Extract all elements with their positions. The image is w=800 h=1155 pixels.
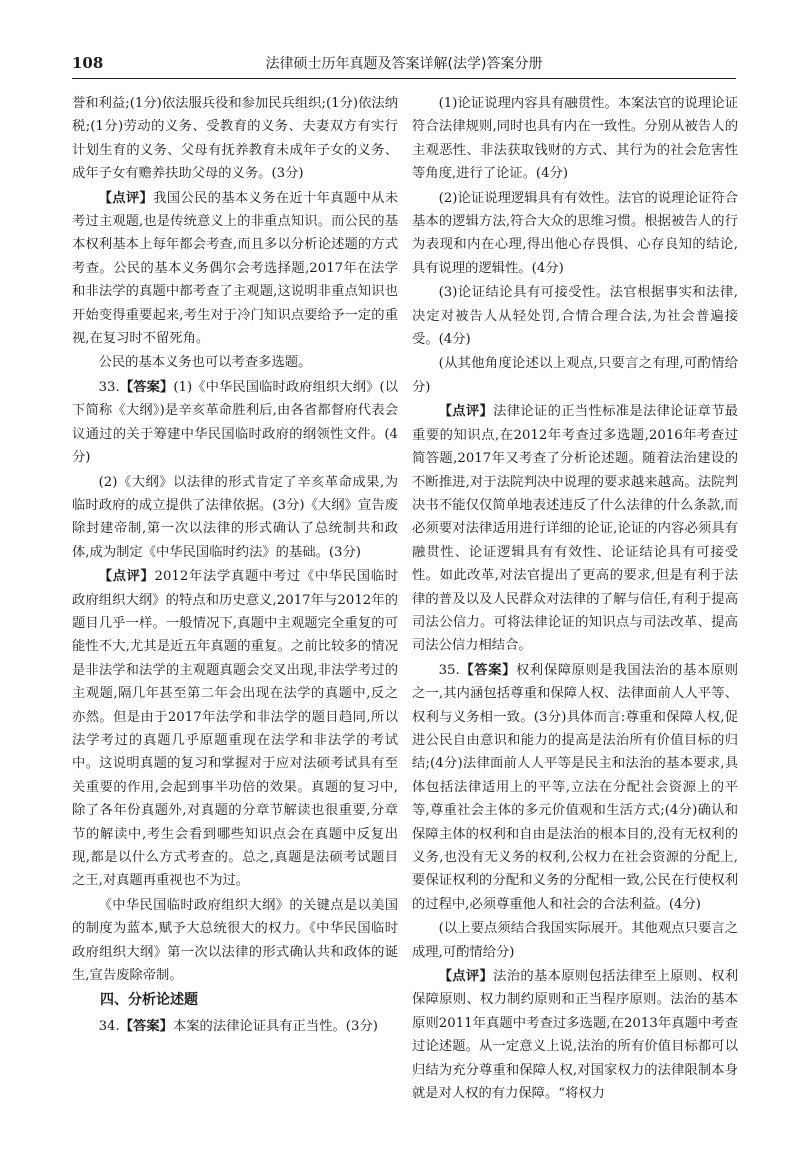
running-title: 法律硕士历年真题及答案详解(法学)答案分册: [265, 56, 543, 72]
left-column: [72, 92, 398, 1039]
paragraph: (2)论证说理逻辑具有有效性。法官的说理论证符合基本的逻辑方法,符合大众的思维习惯。根据被告人的行为表现和内在心理,得出他心存畏惧、心存良知的结论,具有说理的逻辑性。(4分): [412, 190, 738, 276]
comment-label: 【点评】: [98, 190, 154, 206]
comment-paragraph: [412, 400, 738, 657]
answer-label: 【答案】: [119, 379, 174, 395]
answer-text: 权利保障原则是我国法治的基本原则之一,其内涵包括尊重和保障人权、法律面前人人平等、权利与义务相一致。(3分)具体而言:尊重和保障人权,促进公民自由意识和能力的提高是法治所有价值目标的归结;(4分)法律面前人人平等是民主和法治的基本要求,具体包括法律适用上的平等,立法在分配社会资源上的平等,尊重社会主体的多元价值观和生活方式;(4分)确认和保障主体的权利和自由是法治的根本目的,没有无权利的义务,也没有无义务的权利,公权力在社会资源的分配上,要保证权利的分配和义务的分配相一致,公民在行使权利的过程中,必须尊重他人和社会的合法利益。(4分): [412, 662, 738, 912]
comment-text: 我国公民的基本义务在近十年真题中从未考过主观题,也是传统意义上的非重点知识。而公民的基本权利基本上每年都会考查,而且多以分析论述题的方式考查。公民的基本义务偶尔会考选择题,2017年在法学和非法学的真题中都考查了主观题,这说明非重点知识也开始变得重要起来,考生对于冷门知识点要给予一定的重视,在复习时不留死角。: [72, 190, 399, 347]
comment-text: 2012年法学真题中考过《中华民国临时政府组织大纲》的特点和历史意义,2017年与2012年的题目几乎一样。一般情况下,真题中主观题完全重复的可能性不大,尤其是近五年真题的重复。之前比较多的情况是非法学和法学的主观题真题会交叉出现,非法学考过的主观题,隔几年甚至第二年会出现在法学的真题中,反之亦然。但是由于2017年法学和非法学的题目趋同,所以法学考过的真题几乎原题重现在法学和非法学的考试中。这说明真题的复习和掌握对于应对法硕考试具有至关重要的作用,会起到事半功倍的效果。真题的复习中,除了各年份真题外,对真题的分章节解读也很重要,分章节的解读中,考生会看到哪些知识点会在真题中反复出现,都是以什么方式考查的。总之,真题是法硕考试题目之王,对真题再重视也不为过。: [72, 569, 399, 889]
comment-paragraph: [72, 565, 398, 893]
paragraph: (1)论证说理内容具有融贯性。本案法官的说理论证符合法律规则,同时也具有内在一致性。分别从被告人的主观恶性、非法获取钱财的方式、其行为的社会危害性等角度,进行了论证。(4分): [412, 96, 738, 182]
comment-paragraph: [412, 965, 738, 1105]
comment-text: 法治的基本原则包括法律至上原则、权利保障原则、权力制约原则和正当程序原则。法治的基本原则2011年真题中考查过多选题,在2013年真题中考查过论述题。从一定意义上说,法治的所有价值目标都可以归结为充分尊重和保障人权,对国家权力的法律限制本身就是对人权的有力保障。“将权力: [412, 969, 739, 1102]
answer-paragraph: [412, 659, 738, 916]
right-column: [412, 92, 738, 1106]
paragraph: 公民的基本义务也可以考查多选题。: [98, 355, 312, 371]
answer-label: 【答案】: [119, 1018, 173, 1034]
comment-label: 【点评】: [438, 404, 494, 420]
page-number: 108: [72, 54, 104, 72]
paragraph: (从其他角度论述以上观点,只要言之有理,可酌情给分): [412, 356, 738, 395]
answer-paragraph: [72, 376, 398, 470]
paragraph: 誉和利益;(1分)依法服兵役和参加民兵组织;(1分)依法纳税;(1分)劳动的义务、受教育的义务、夫妻双方有实行计划生育的义务、父母有抚养教育未成年子女的义务、成年子女有赡养扶助父母的义务。(3分): [72, 96, 398, 182]
question-number: 33.: [98, 379, 120, 395]
paragraph: 《中华民国临时政府组织大纲》的关键点是以美国的制度为蓝本,赋予大总统很大的权力。《中华民国临时政府组织大纲》第一次以法律的形式确认共和政体的诞生,宣告废除帝制。: [72, 897, 398, 984]
question-number: 35.: [438, 662, 460, 678]
comment-label: 【点评】: [438, 969, 494, 985]
comment-paragraph: [72, 187, 398, 351]
answer-paragraph: [72, 1015, 398, 1038]
question-number: 34.: [98, 1018, 120, 1034]
answer-text: (1)《中华民国临时政府组织大纲》(以下简称《大纲》)是辛亥革命胜利后,由各省都督府代表会议通过的关于筹建中华民国临时政府的纲领性文件。(4分): [72, 379, 399, 466]
comment-label: 【点评】: [98, 569, 155, 585]
answer-text: 本案的法律论证具有正当性。(3分): [172, 1018, 378, 1034]
paragraph: (以上要点须结合我国实际展开。其他观点只要言之成理,可酌情给分): [412, 921, 738, 960]
answer-label: 【答案】: [459, 662, 517, 678]
comment-text: 法律论证的正当性标准是法律论证章节最重要的知识点,在2012年考查过多选题,2016年考查过简答题,2017年又考查了分析论述题。随着法治建设的不断推进,对于法院判决中说理的要求越来越高。法院判决书不能仅仅简单地表述违反了什么法律的什么条款,而必须要对法律适用进行详细的论证,论证的内容必须具有融贯性、论证逻辑具有有效性、论证结论具有可接受性。如此改革,对法官提出了更高的要求,但是有利于法律的普及以及人民群众对法律的了解与信任,有利于提高司法公信力。可将法律论证的知识点与司法改革、提高司法公信力相结合。: [412, 404, 739, 654]
page-header: [72, 50, 736, 79]
section-heading: 四、分析论述题: [100, 992, 198, 1009]
paragraph: (3)论证结论具有可接受性。法官根据事实和法律,决定对被告人从轻处罚,合情合理合法,为社会普遍接受。(4分): [412, 285, 738, 348]
paragraph: (2)《大纲》以法律的形式肯定了辛亥革命成果,为临时政府的成立提供了法律依据。(3分)《大纲》宣告废除封建帝制,第一次以法律的形式确认了总统制共和政体,成为制定《中华民国临时约法》的基础。(3分): [72, 474, 398, 560]
